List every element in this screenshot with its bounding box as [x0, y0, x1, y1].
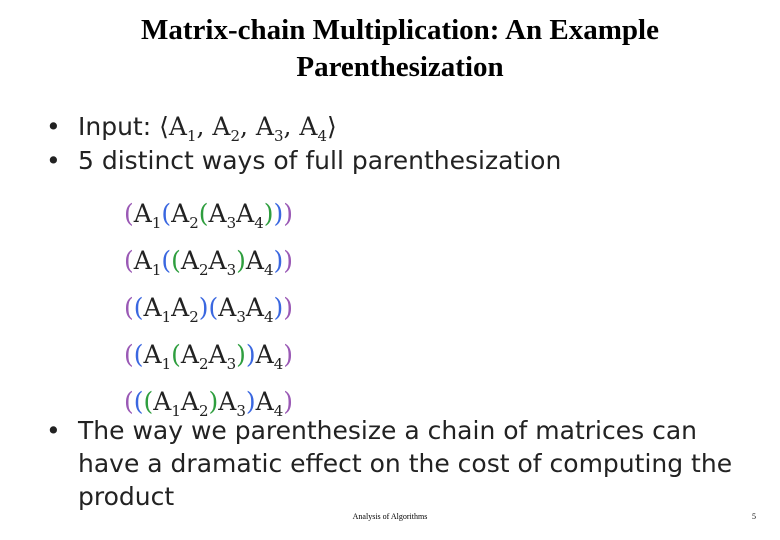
open-paren: ( — [124, 199, 134, 228]
close-paren: ) — [283, 387, 294, 416]
matrix-subscript: 1 — [161, 308, 172, 326]
matrix-subscript: 3 — [226, 214, 237, 232]
parenthesization-row — [124, 192, 293, 239]
matrix-letter: A — [245, 246, 264, 275]
matrix-subscript: 4 — [273, 402, 284, 420]
matrix-letter: A — [255, 387, 274, 416]
slide-title-line-1: Matrix-chain Multiplication: An Example — [141, 14, 659, 46]
open-paren: ( — [124, 340, 134, 369]
matrix-subscript: 1 — [151, 261, 162, 279]
bullet-marker: • — [46, 416, 61, 445]
close-paren: ) — [283, 199, 294, 228]
open-paren: ( — [171, 340, 181, 369]
parenthesization-list — [124, 192, 293, 427]
close-paren: ) — [245, 340, 256, 369]
open-paren: ( — [161, 199, 172, 228]
close-paren: ) — [273, 293, 284, 322]
close-paren: ) — [283, 246, 294, 275]
close-paren: ) — [263, 199, 274, 228]
open-paren: ( — [124, 387, 134, 416]
open-paren: ( — [208, 293, 219, 322]
footer-course-title: Analysis of Algorithms — [352, 512, 428, 521]
close-paren: ) — [273, 246, 284, 275]
matrix-letter: A — [171, 293, 190, 322]
open-paren: ( — [198, 199, 209, 228]
matrix-subscript: 1 — [171, 402, 181, 420]
open-paren: ( — [124, 246, 134, 275]
matrix-letter: A — [153, 387, 172, 416]
matrix-letter: A — [208, 340, 227, 369]
matrix-letter: A — [143, 340, 162, 369]
matrix-letter: A — [208, 246, 227, 275]
matrix-subscript: 3 — [236, 308, 246, 326]
slide-title — [0, 12, 780, 86]
bullet-marker: • — [46, 112, 61, 141]
matrix-letter: A — [245, 293, 264, 322]
parenthesization-row — [124, 239, 293, 286]
matrix-subscript: 4 — [254, 214, 264, 232]
bullet-list — [46, 110, 766, 178]
open-paren: ( — [161, 246, 172, 275]
open-paren: ( — [124, 293, 134, 322]
matrix-a1: $A_1$ — [168, 112, 197, 145]
open-paren: ( — [133, 293, 144, 322]
matrix-letter: A — [133, 199, 152, 228]
matrix-letter: A — [180, 387, 199, 416]
bullet-input-label: Input: — [78, 112, 160, 141]
matrix-letter: A — [180, 246, 199, 275]
angle-open: ⟨ — [159, 112, 169, 141]
bullet-cost-effect-row — [46, 414, 766, 513]
matrix-letter: A — [218, 293, 237, 322]
matrix-subscript: 3 — [226, 355, 237, 373]
matrix-letter: A — [255, 340, 274, 369]
footer-page-number: 5 — [752, 512, 756, 521]
matrix-letter: A — [218, 387, 237, 416]
slide-title-line-2: Parenthesization — [296, 51, 504, 83]
bullet-cost-effect-text: The way we parenthesize a chain of matrices can have a dramatic effect on the cost of computing the product — [78, 416, 733, 511]
close-paren: ) — [283, 340, 294, 369]
matrix-subscript: 3 — [226, 261, 237, 279]
close-paren: ) — [245, 387, 256, 416]
angle-close: ⟩ — [327, 112, 337, 141]
matrix-subscript: 2 — [198, 355, 209, 373]
parenthesization-row — [124, 333, 293, 380]
matrix-subscript: 3 — [236, 402, 246, 420]
open-paren: ( — [133, 340, 144, 369]
matrix-a2: $A_2$ — [212, 112, 240, 145]
matrix-subscript: 2 — [189, 308, 199, 326]
matrix-subscript: 2 — [198, 402, 209, 420]
bullet-distinct-ways-text: 5 distinct ways of full parenthesization — [78, 146, 562, 175]
open-paren: ( — [171, 246, 181, 275]
matrix-subscript: 2 — [189, 214, 199, 232]
matrix-subscript: 4 — [263, 308, 274, 326]
close-paren: ) — [236, 246, 246, 275]
matrix-letter: A — [236, 199, 255, 228]
close-paren: ) — [198, 293, 209, 322]
bullet-cost-effect — [46, 414, 766, 513]
open-paren: ( — [143, 387, 154, 416]
matrix-subscript: 4 — [273, 355, 284, 373]
open-paren: ( — [133, 387, 144, 416]
matrix-subscript: 1 — [151, 214, 162, 232]
matrix-subscript: 4 — [263, 261, 274, 279]
parenthesization-row — [124, 286, 293, 333]
matrix-a3: $A_3$ — [255, 112, 284, 145]
bullet-input — [46, 110, 766, 144]
bullet-marker: • — [46, 146, 61, 175]
matrix-letter: A — [208, 199, 227, 228]
close-paren: ) — [236, 340, 246, 369]
matrix-letter: A — [180, 340, 199, 369]
matrix-a4: $A_4$ — [299, 112, 328, 145]
close-paren: ) — [283, 293, 294, 322]
matrix-letter: A — [143, 293, 162, 322]
input-tuple: $⟨A_1$, $A_2$, $A_3$, $A_4⟩$ — [159, 112, 337, 145]
matrix-subscript: 2 — [198, 261, 209, 279]
matrix-subscript: 1 — [161, 355, 172, 373]
close-paren: ) — [208, 387, 219, 416]
matrix-letter: A — [133, 246, 152, 275]
matrix-letter: A — [171, 199, 190, 228]
bullet-distinct-ways — [46, 144, 766, 178]
close-paren: ) — [273, 199, 284, 228]
